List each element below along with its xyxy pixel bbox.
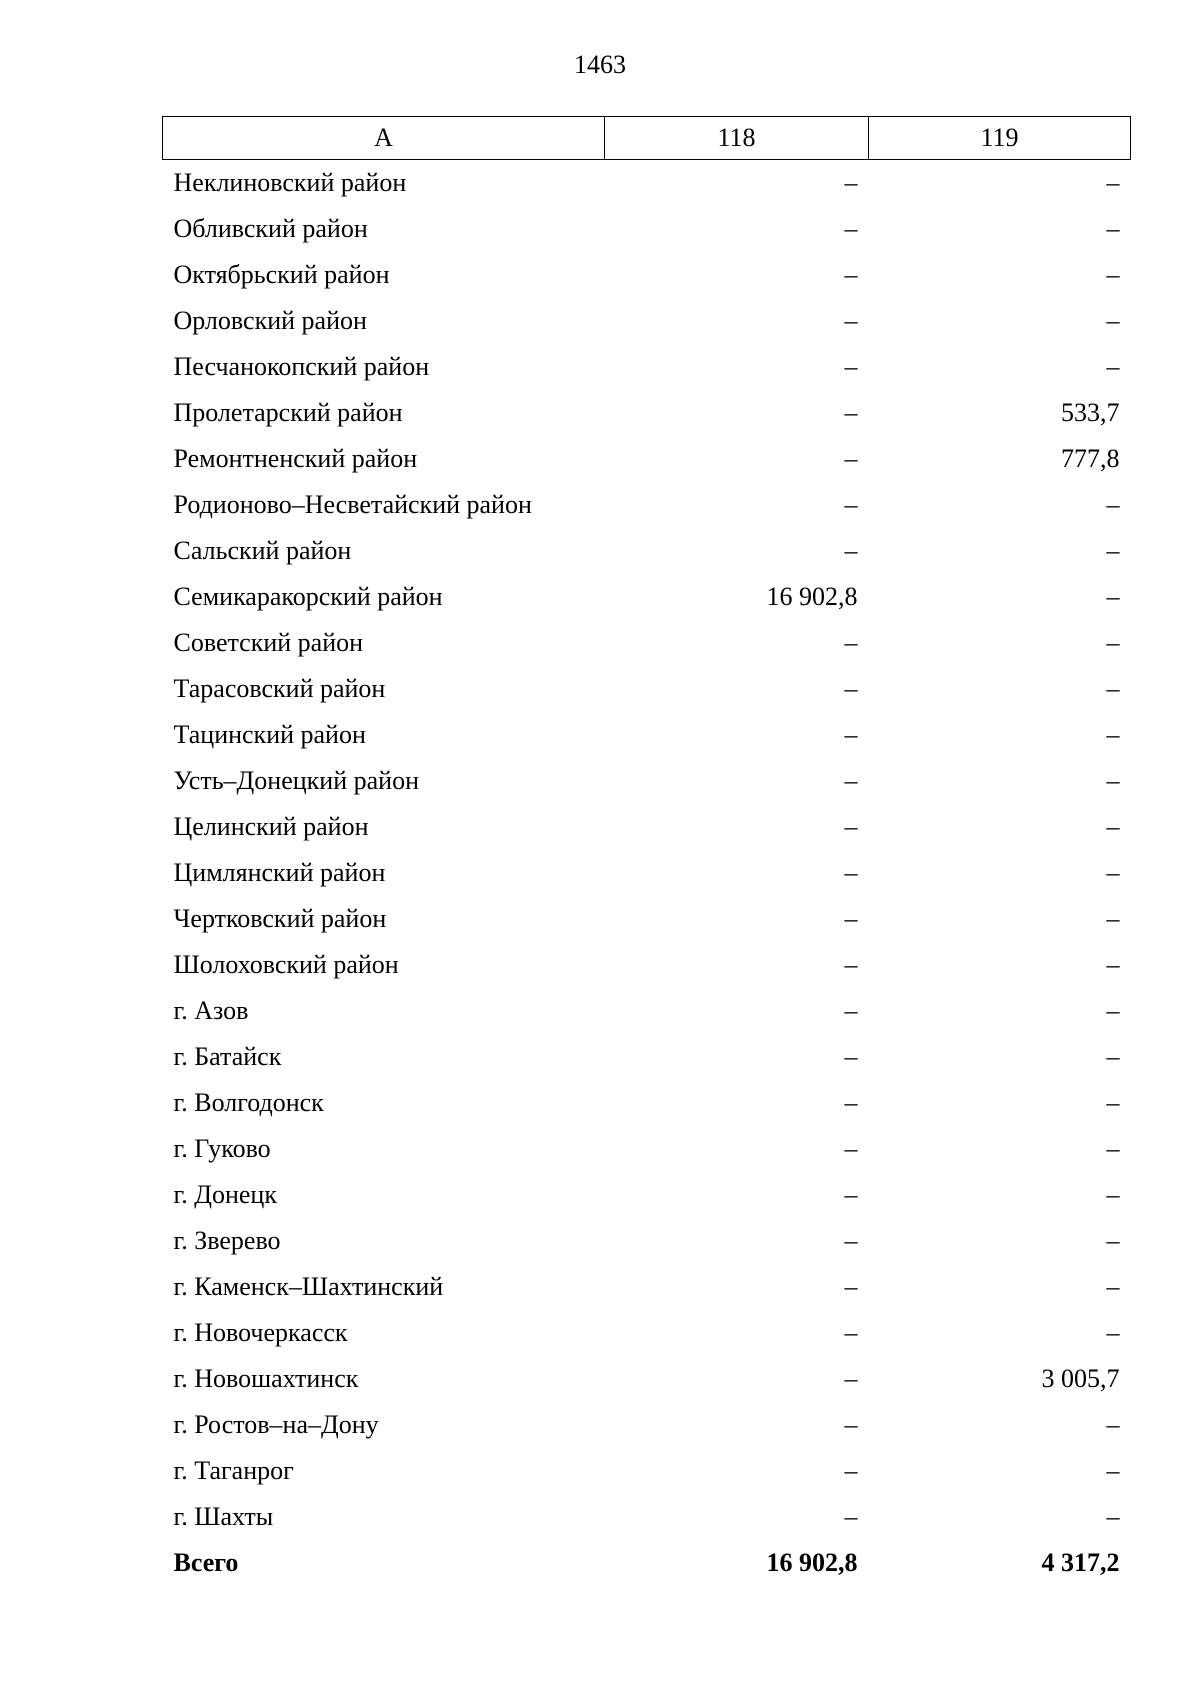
row-value-119-cell: – bbox=[1106, 352, 1120, 381]
row-name-cell: Советский район bbox=[173, 628, 364, 657]
row-name-cell: г. Волгодонск bbox=[173, 1088, 324, 1117]
row-name-cell: Цимлянский район bbox=[173, 858, 386, 887]
table-row bbox=[163, 758, 1131, 804]
row-value-118-cell: – bbox=[844, 812, 858, 841]
row-value-119-cell: – bbox=[1106, 1318, 1120, 1347]
row-value-118-cell: – bbox=[844, 260, 858, 289]
row-value-118-cell: – bbox=[844, 536, 858, 565]
row-value-118-cell: – bbox=[844, 352, 858, 381]
table-row bbox=[163, 206, 1131, 252]
row-name-cell: г. Каменск–Шахтинский bbox=[173, 1272, 444, 1301]
table-row bbox=[163, 482, 1131, 528]
row-value-119-cell: – bbox=[1106, 766, 1120, 795]
row-value-119-cell: – bbox=[1106, 904, 1120, 933]
table-row bbox=[163, 298, 1131, 344]
row-value-119-cell: – bbox=[1106, 1272, 1120, 1301]
row-value-119-cell: – bbox=[1106, 260, 1120, 289]
table-row bbox=[163, 1080, 1131, 1126]
table-row bbox=[163, 1218, 1131, 1264]
row-name-cell: г. Батайск bbox=[173, 1042, 282, 1071]
row-value-118-cell: – bbox=[844, 996, 858, 1025]
row-value-118-cell: – bbox=[844, 720, 858, 749]
row-name-cell: Орловский район bbox=[173, 306, 367, 335]
column-header-118: 118 bbox=[605, 117, 869, 160]
row-name-cell: Родионово–Несветайский район bbox=[173, 490, 532, 519]
row-value-118-cell: – bbox=[844, 398, 858, 427]
row-value-119-cell: – bbox=[1106, 1042, 1120, 1071]
row-name-cell: г. Новошахтинск bbox=[173, 1364, 359, 1393]
row-value-118-cell: – bbox=[844, 1042, 858, 1071]
row-value-119-cell: – bbox=[1106, 306, 1120, 335]
row-name-cell: Октябрьский район bbox=[173, 260, 390, 289]
table-row bbox=[163, 850, 1131, 896]
row-value-119-cell: – bbox=[1106, 950, 1120, 979]
table-row bbox=[163, 1402, 1131, 1448]
row-value-119-cell: 3 005,7 bbox=[1041, 1364, 1120, 1393]
row-name-cell: Чертковский район bbox=[173, 904, 387, 933]
table-header-row bbox=[163, 117, 1131, 160]
row-value-118-cell: – bbox=[844, 1134, 858, 1163]
row-name-cell: Сальский район bbox=[173, 536, 352, 565]
row-value-118-cell: – bbox=[844, 214, 858, 243]
table-row bbox=[163, 1448, 1131, 1494]
table-row bbox=[163, 804, 1131, 850]
table-row bbox=[163, 390, 1131, 436]
row-value-119-cell: – bbox=[1106, 674, 1120, 703]
table-row bbox=[163, 1310, 1131, 1356]
table-row bbox=[163, 344, 1131, 390]
row-value-119-cell: – bbox=[1106, 1180, 1120, 1209]
table-row bbox=[163, 988, 1131, 1034]
row-name-cell: Пролетарский район bbox=[173, 398, 403, 427]
table-row bbox=[163, 1172, 1131, 1218]
table-row bbox=[163, 252, 1131, 298]
row-value-119-cell: – bbox=[1106, 536, 1120, 565]
row-value-118-cell: – bbox=[844, 674, 858, 703]
row-value-118-cell: – bbox=[844, 1180, 858, 1209]
row-name-cell: Песчанокопский район bbox=[173, 352, 430, 381]
row-name-cell: Семикаракорский район bbox=[173, 582, 443, 611]
row-name-cell: г. Ростов–на–Дону bbox=[173, 1410, 379, 1439]
row-name-cell: г. Шахты bbox=[173, 1502, 274, 1531]
row-name-cell: Шолоховский район bbox=[173, 950, 399, 979]
row-value-119-cell: – bbox=[1106, 720, 1120, 749]
row-value-118-cell: – bbox=[844, 1364, 858, 1393]
row-value-118-cell: – bbox=[844, 1410, 858, 1439]
row-value-118-cell: – bbox=[844, 858, 858, 887]
row-value-118-cell: – bbox=[844, 904, 858, 933]
column-header-a: А bbox=[163, 117, 605, 160]
row-value-119-cell: – bbox=[1106, 1502, 1120, 1531]
row-value-119-cell: 533,7 bbox=[1061, 398, 1120, 427]
data-table bbox=[162, 116, 1131, 1586]
row-value-119-cell: – bbox=[1106, 628, 1120, 657]
row-value-118-cell: – bbox=[844, 168, 858, 197]
table-row bbox=[163, 1126, 1131, 1172]
table-row bbox=[163, 1356, 1131, 1402]
table-row bbox=[163, 1034, 1131, 1080]
row-name-cell: г. Гуково bbox=[173, 1134, 271, 1163]
row-value-119-cell: – bbox=[1106, 1088, 1120, 1117]
row-value-118-cell: – bbox=[844, 1226, 858, 1255]
row-value-118-cell: – bbox=[844, 306, 858, 335]
table-row bbox=[163, 896, 1131, 942]
row-value-119-cell: – bbox=[1106, 168, 1120, 197]
row-name-cell: Целинский район bbox=[173, 812, 369, 841]
table-row bbox=[163, 436, 1131, 482]
row-name-cell: Усть–Донецкий район bbox=[173, 766, 419, 795]
page-number: 1463 bbox=[574, 50, 626, 79]
total-label: Всего bbox=[173, 1548, 239, 1577]
row-name-cell: г. Зверево bbox=[173, 1226, 281, 1255]
total-value-119: 4 317,2 bbox=[1041, 1548, 1120, 1577]
row-name-cell: г. Донецк bbox=[173, 1180, 277, 1209]
column-header-119: 119 bbox=[869, 117, 1131, 160]
row-value-119-cell: – bbox=[1106, 1410, 1120, 1439]
row-value-118-cell: – bbox=[844, 1456, 858, 1485]
row-name-cell: Тацинский район bbox=[173, 720, 366, 749]
total-row bbox=[163, 1540, 1131, 1586]
row-value-118-cell: – bbox=[844, 1272, 858, 1301]
row-name-cell: г. Таганрог bbox=[173, 1456, 294, 1485]
table-body bbox=[163, 160, 1131, 1587]
row-value-118-cell: – bbox=[844, 1088, 858, 1117]
table-row bbox=[163, 712, 1131, 758]
row-value-119-cell: 777,8 bbox=[1061, 444, 1120, 473]
table-row bbox=[163, 574, 1131, 620]
row-name-cell: Тарасовский район bbox=[173, 674, 386, 703]
row-name-cell: Обливский район bbox=[173, 214, 368, 243]
row-name-cell: Неклиновский район bbox=[173, 168, 407, 197]
row-value-119-cell: – bbox=[1106, 214, 1120, 243]
table-row bbox=[163, 942, 1131, 988]
row-value-119-cell: – bbox=[1106, 812, 1120, 841]
row-value-118-cell: – bbox=[844, 444, 858, 473]
table-row bbox=[163, 1264, 1131, 1310]
row-value-118-cell: – bbox=[844, 950, 858, 979]
table-row bbox=[163, 160, 1131, 207]
row-value-119-cell: – bbox=[1106, 1134, 1120, 1163]
table-row bbox=[163, 1494, 1131, 1540]
row-value-118-cell: – bbox=[844, 490, 858, 519]
row-value-118-cell: – bbox=[844, 628, 858, 657]
row-name-cell: Ремонтненский район bbox=[173, 444, 418, 473]
row-value-118-cell: 16 902,8 bbox=[766, 582, 858, 611]
row-value-119-cell: – bbox=[1106, 996, 1120, 1025]
table-row bbox=[163, 620, 1131, 666]
row-value-119-cell: – bbox=[1106, 582, 1120, 611]
row-value-119-cell: – bbox=[1106, 1226, 1120, 1255]
row-value-119-cell: – bbox=[1106, 490, 1120, 519]
row-value-119-cell: – bbox=[1106, 1456, 1120, 1485]
row-value-118-cell: – bbox=[844, 1318, 858, 1347]
row-name-cell: г. Азов bbox=[173, 996, 249, 1025]
row-name-cell: г. Новочеркасск bbox=[173, 1318, 348, 1347]
table-row bbox=[163, 528, 1131, 574]
row-value-118-cell: – bbox=[844, 1502, 858, 1531]
total-value-118: 16 902,8 bbox=[766, 1548, 858, 1577]
table-row bbox=[163, 666, 1131, 712]
row-value-119-cell: – bbox=[1106, 858, 1120, 887]
row-value-118-cell: – bbox=[844, 766, 858, 795]
